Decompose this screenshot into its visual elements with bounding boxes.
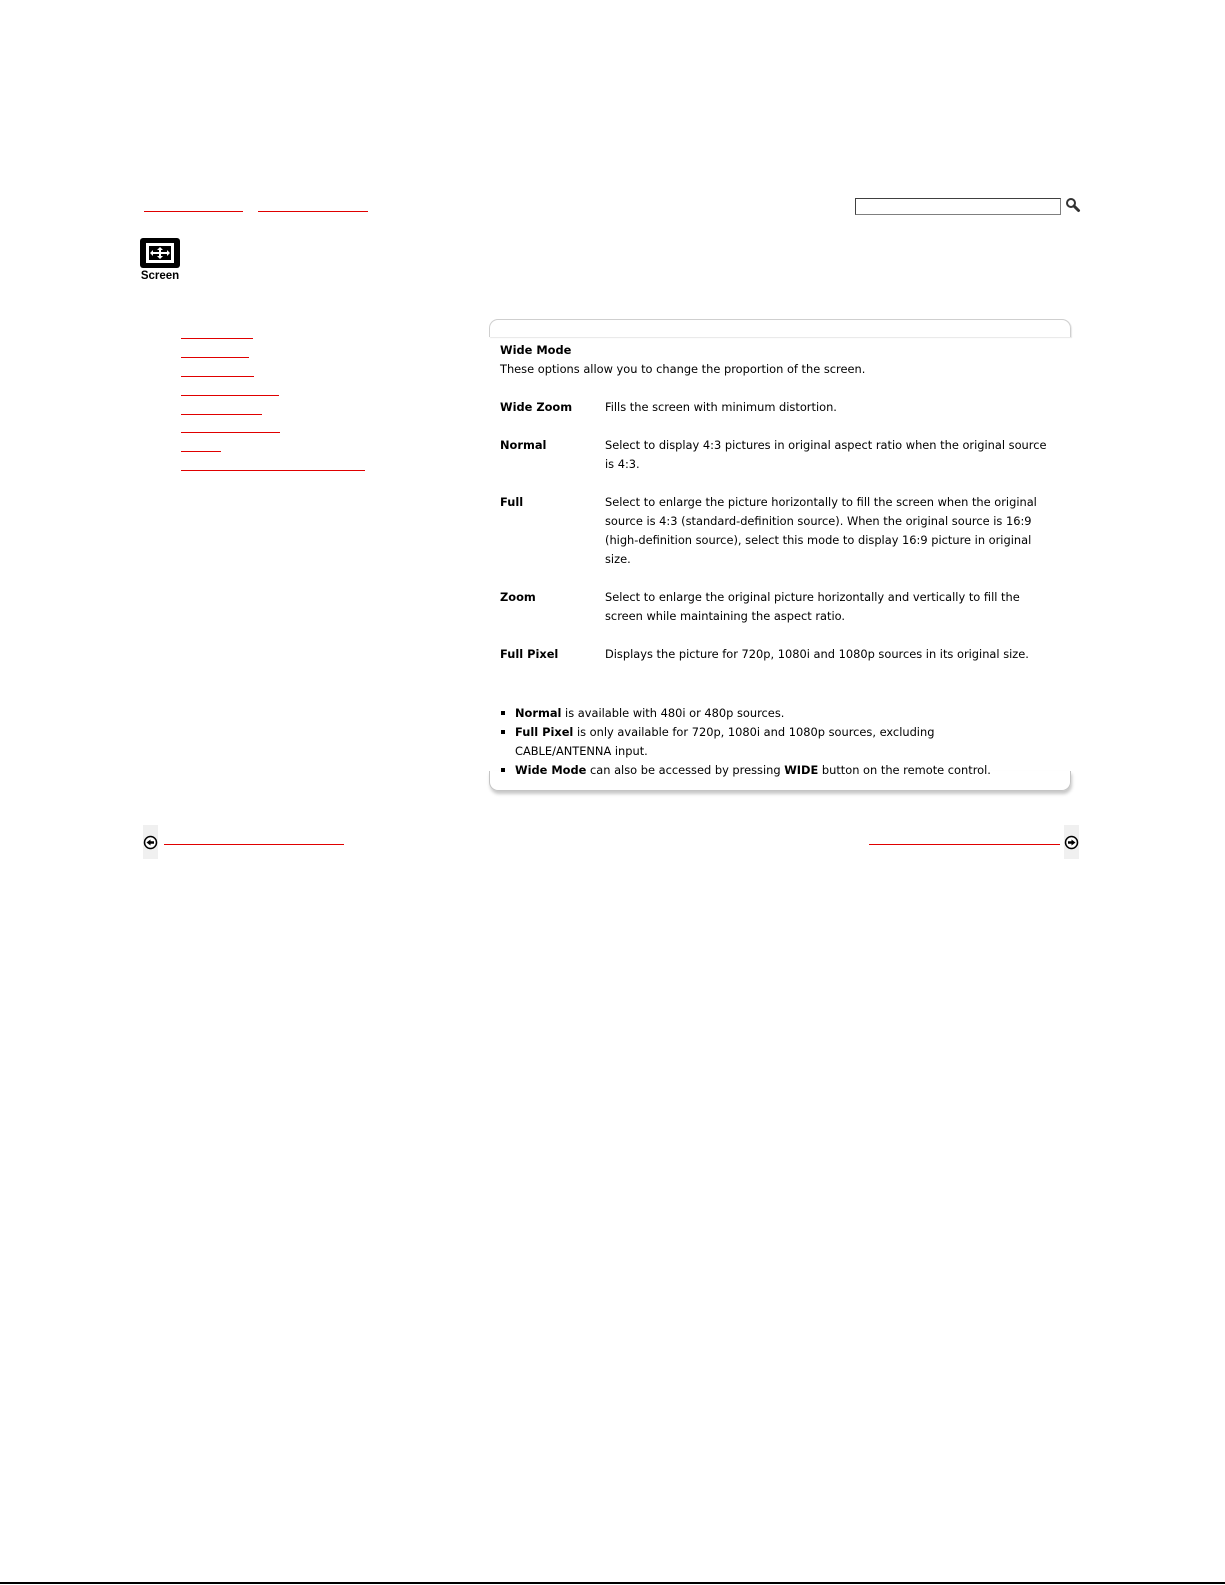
sidebar-link-6[interactable] xyxy=(181,431,280,433)
mode-desc: Select to enlarge the picture horizontally to fill the screen when the original source is 4:3 (standard-definition source). When the original source is 16:9 (high-definition source), select this mode to display 16:9 picture in original size. xyxy=(605,495,1037,566)
sidebar-link-5[interactable] xyxy=(181,413,262,415)
note-item: Wide Mode can also be accessed by pressing WIDE button on the remote control. xyxy=(500,761,1060,780)
sidebar-link-7[interactable] xyxy=(181,450,221,452)
mode-desc: Fills the screen with minimum distortion. xyxy=(605,400,837,414)
mode-desc: Select to enlarge the original picture horizontally and vertically to fill the screen while maintaining the aspect ratio. xyxy=(605,590,1020,623)
mode-desc: Select to display 4:3 pictures in original aspect ratio when the original source is 4:3. xyxy=(605,438,1047,471)
breadcrumb-link-1[interactable] xyxy=(144,210,243,212)
mode-term: Wide Zoom xyxy=(500,400,573,414)
sidebar-link-2[interactable] xyxy=(181,356,249,358)
wide-mode-panel xyxy=(489,319,1071,791)
mode-row-wide-zoom xyxy=(500,398,1060,417)
sidebar-link-8[interactable] xyxy=(181,469,365,471)
mode-term: Zoom xyxy=(500,590,536,604)
mode-row-full xyxy=(500,493,1060,569)
mode-row-zoom xyxy=(500,588,1060,626)
page-bottom-rule xyxy=(0,1582,1225,1584)
arrow-left-icon xyxy=(143,835,158,850)
note-item: Full Pixel is only available for 720p, 1080i and 1080p sources, excluding CABLE/ANTENNA input. xyxy=(500,723,955,761)
mode-term: Full Pixel xyxy=(500,647,559,661)
note-item: Normal is available with 480i or 480p sources. xyxy=(500,704,1060,723)
panel-title: Wide Mode xyxy=(500,343,572,357)
panel-frame-top xyxy=(489,319,1071,337)
mode-row-normal xyxy=(500,436,1060,474)
magnifier-icon xyxy=(1065,197,1081,213)
panel-content xyxy=(500,341,1060,780)
sidebar-link-3[interactable] xyxy=(181,375,254,377)
arrow-right-icon xyxy=(1064,835,1079,850)
mode-term: Normal xyxy=(500,438,547,452)
mode-desc: Displays the picture for 720p, 1080i and 1080p sources in its original size. xyxy=(605,647,1029,661)
screen-icon-label: Screen xyxy=(140,270,180,282)
breadcrumb-link-2[interactable] xyxy=(258,210,368,212)
prev-page-link[interactable] xyxy=(164,843,344,845)
screen-expand-icon xyxy=(140,238,180,268)
search-button[interactable] xyxy=(1065,197,1081,213)
mode-row-full-pixel xyxy=(500,645,1060,664)
search-input[interactable] xyxy=(855,198,1061,215)
mode-term: Full xyxy=(500,495,524,509)
next-page-button[interactable] xyxy=(1064,825,1079,859)
next-page-link[interactable] xyxy=(869,843,1060,845)
panel-intro: These options allow you to change the proportion of the screen. xyxy=(500,362,866,376)
sidebar-link-1[interactable] xyxy=(181,337,253,339)
prev-page-button[interactable] xyxy=(143,825,158,859)
notes-list xyxy=(500,704,1060,780)
sidebar-link-4[interactable] xyxy=(181,394,279,396)
